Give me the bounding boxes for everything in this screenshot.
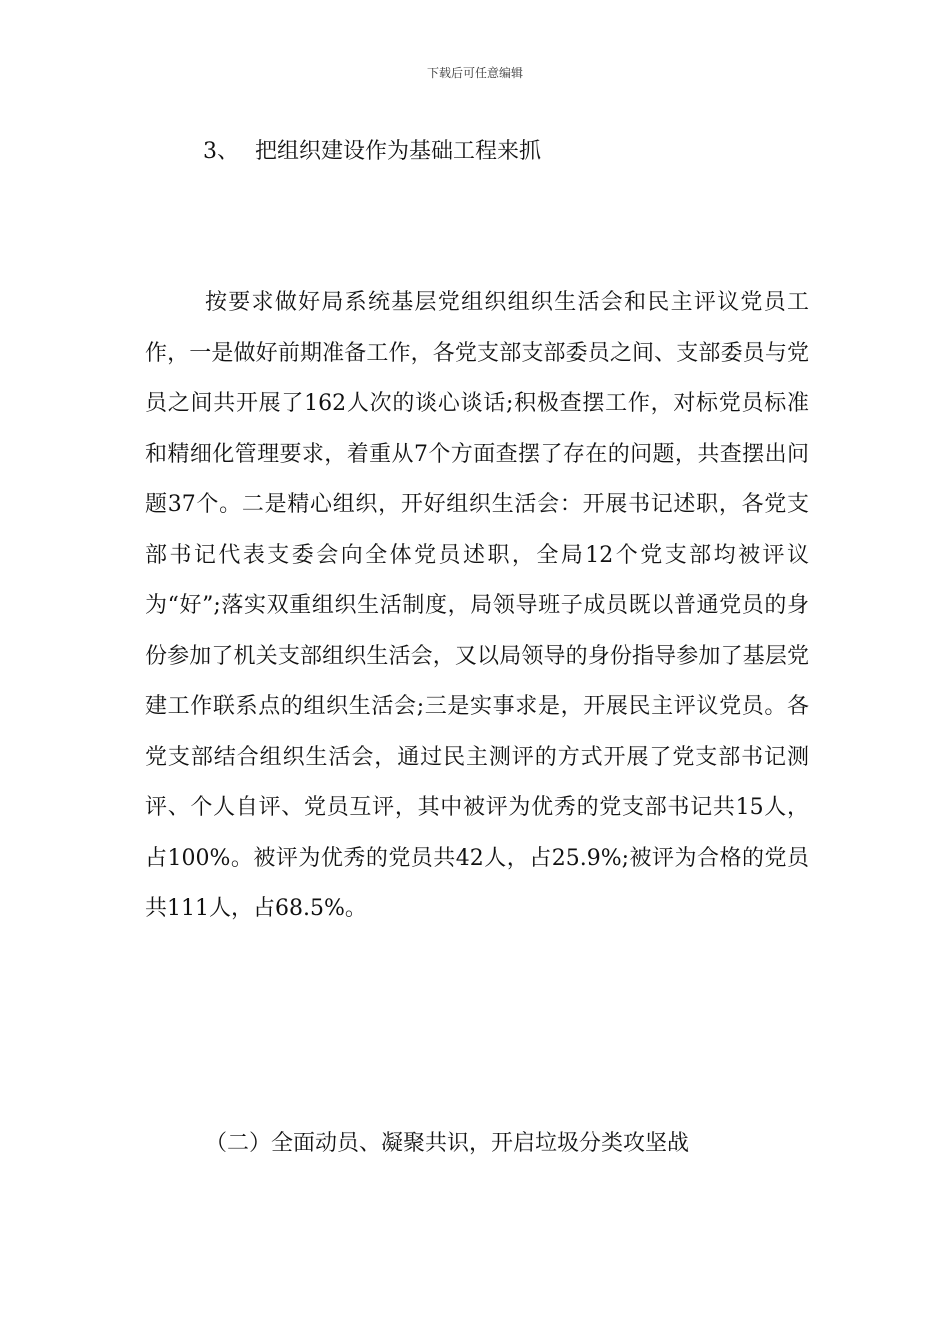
page-header-note: 下载后可任意编辑 bbox=[426, 66, 523, 80]
section-title: 把组织建设作为基础工程来抓 bbox=[255, 139, 542, 164]
body-paragraph: 按要求做好局系统基层党组织组织生活会和民主评议党员工作，一是做好前期准备工作，各党支部支部委员之间、支部委员与党员之间共开展了162人次的谈心谈话;积极查摆工作，对标党员标准和精细化管理要求，着重从7个方面查摆了存在的问题，共查摆出问题37个。二是精心组织，开好组织生活会：开展书记述职，各党支部书记代表支委会向全体党员述职，全局12个党支部均被评议为“好”;落实双重组织生活制度，局领导班子成员既以普通党员的身份参加了机关支部组织生活会，又以局领导的身份指导参加了基层党建工作联系点的组织生活会;三是实事求是，开展民主评议党员。各党支部结合组织生活会，通过民主测评的方式开展了党支部书记测评、个人自评、党员互评，其中被评为优秀的党支部书记共15人，占100%。被评为优秀的党员共42人，占25.9%;被评为合格的党员共111人，占68.5%。 bbox=[145, 290, 809, 921]
section-heading bbox=[203, 132, 541, 172]
section-number: 3、 bbox=[203, 139, 239, 164]
subsection-heading: （二）全面动员、凝聚共识，开启垃圾分类攻坚战 bbox=[205, 1131, 690, 1156]
